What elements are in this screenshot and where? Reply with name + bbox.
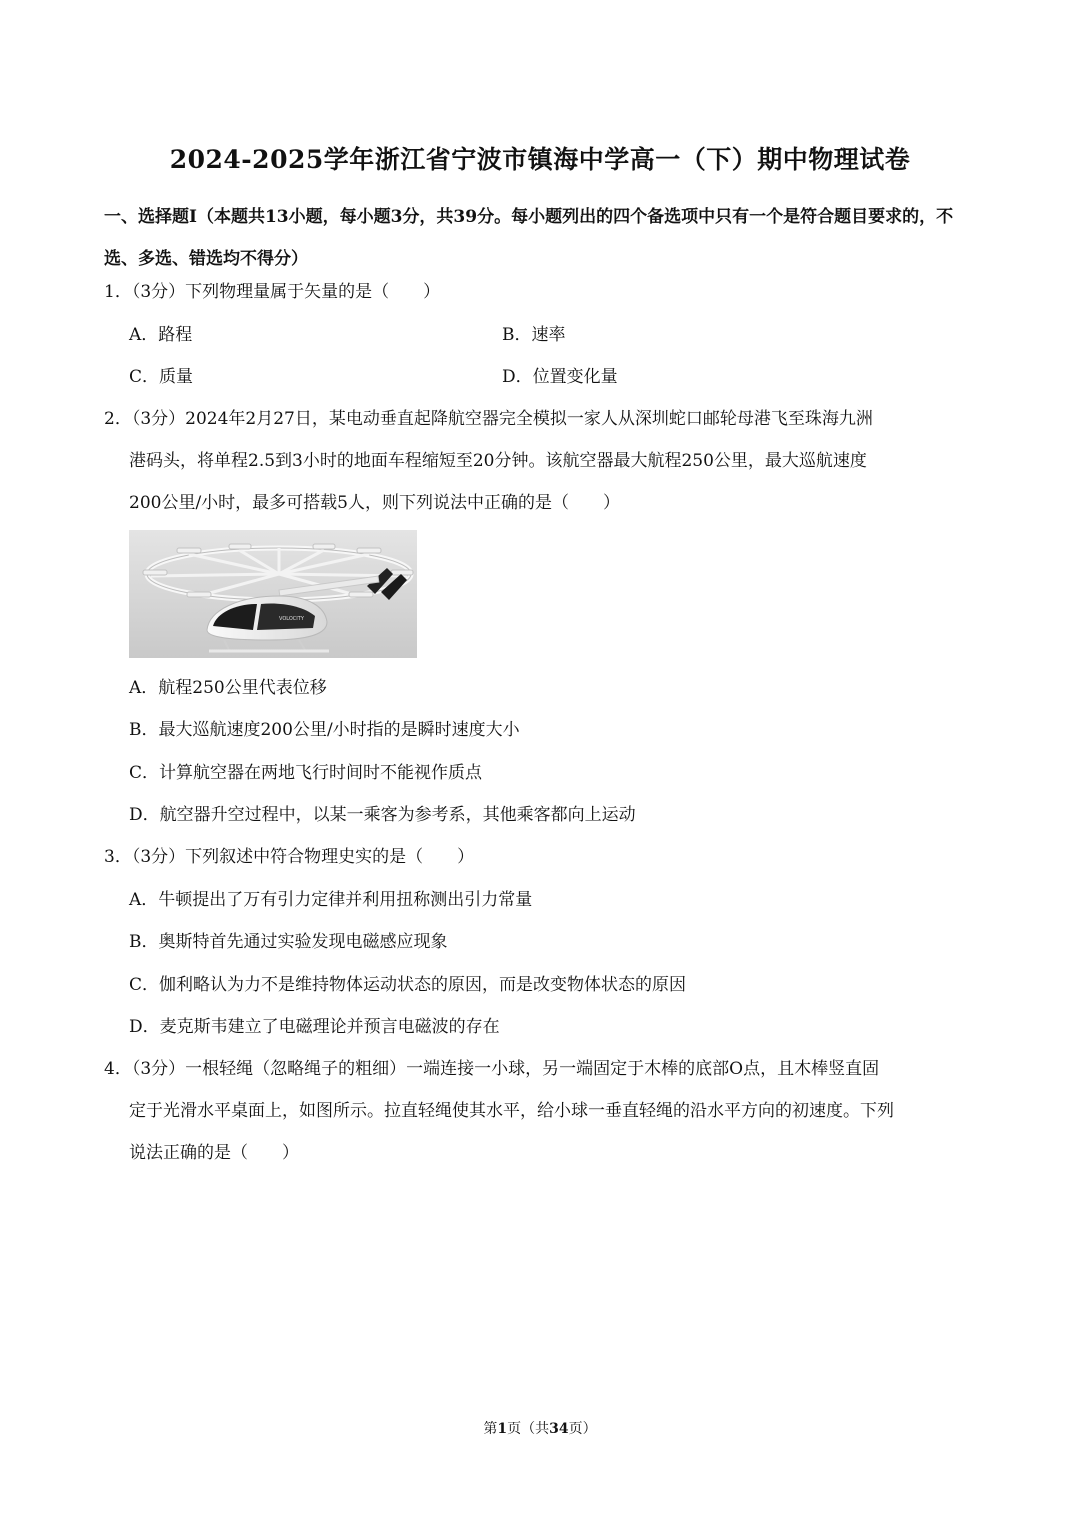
question-4-stem — [104, 1048, 984, 1174]
q2-option-a: A．航程250公里代表位移 — [129, 678, 327, 698]
page-footer — [0, 1418, 1080, 1438]
q3-option-b: B．奥斯特首先通过实验发现电磁感应现象 — [129, 932, 448, 952]
q3-option-a: A．牛顿提出了万有引力定律并利用扭称测出引力常量 — [129, 890, 533, 910]
q2-stem-line3: 200公里/小时，最多可搭载5人，则下列说法中正确的是（ ） — [129, 493, 620, 513]
footer-mid: 页（共 — [507, 1421, 550, 1437]
footer-suffix: 页） — [568, 1421, 597, 1437]
q3-option-c: C．伽利略认为力不是维持物体运动状态的原因，而是改变物体状态的原因 — [129, 975, 687, 995]
q1-option-b: B．速率 — [502, 325, 566, 345]
q1-option-a: A．路程 — [129, 325, 193, 345]
footer-page-number: 1 — [497, 1421, 508, 1437]
section-heading: 一、选择题Ⅰ（本题共13小题，每小题3分，共39分。每小题列出的四个备选项中只有一个是符合题目要求的，不选、多选、错选均不得分） — [104, 207, 954, 269]
question-1-stem: 1．（3分）下列物理量属于矢量的是（ ） — [104, 282, 441, 302]
footer-prefix: 第 — [483, 1421, 498, 1437]
footer-total-pages: 34 — [549, 1421, 569, 1437]
q2-option-c: C．计算航空器在两地飞行时间时不能视作质点 — [129, 763, 483, 783]
q2-stem-line2: 港码头，将单程2.5到3小时的地面车程缩短至20分钟。该航空器最大航程250公里，最大巡航速度 — [129, 451, 867, 471]
aircraft-figure — [129, 530, 417, 658]
q1-option-c: C．质量 — [129, 367, 194, 387]
q3-option-d: D．麦克斯韦建立了电磁理论并预言电磁波的存在 — [129, 1017, 500, 1037]
question-3-stem: 3．（3分）下列叙述中符合物理史实的是（ ） — [104, 847, 475, 867]
q4-stem-line2: 定于光滑水平桌面上，如图所示。拉直轻绳使其水平，给小球一垂直轻绳的沿水平方向的初速度。下列 — [129, 1101, 894, 1121]
q4-stem-line3: 说法正确的是（ ） — [129, 1143, 299, 1163]
q2-option-d: D．航空器升空过程中，以某一乘客为参考系，其他乘客都向上运动 — [129, 805, 636, 825]
svg-text:VOLOCITY: VOLOCITY — [279, 616, 304, 622]
page-title: 2024-2025学年浙江省宁波市镇海中学高一（下）期中物理试卷 — [169, 145, 911, 174]
question-2-stem — [104, 398, 984, 524]
q2-option-b: B．最大巡航速度200公里/小时指的是瞬时速度大小 — [129, 720, 520, 740]
evtol-aircraft-icon — [129, 530, 417, 658]
q4-stem-line1: 4．（3分）一根轻绳（忽略绳子的粗细）一端连接一小球，另一端固定于木棒的底部O点，且木棒竖直固 — [104, 1059, 880, 1079]
q1-option-d: D．位置变化量 — [502, 367, 618, 387]
q2-stem-line1: 2．（3分）2024年2月27日，某电动垂直起降航空器完全模拟一家人从深圳蛇口邮轮母港飞至珠海九洲 — [104, 409, 873, 429]
